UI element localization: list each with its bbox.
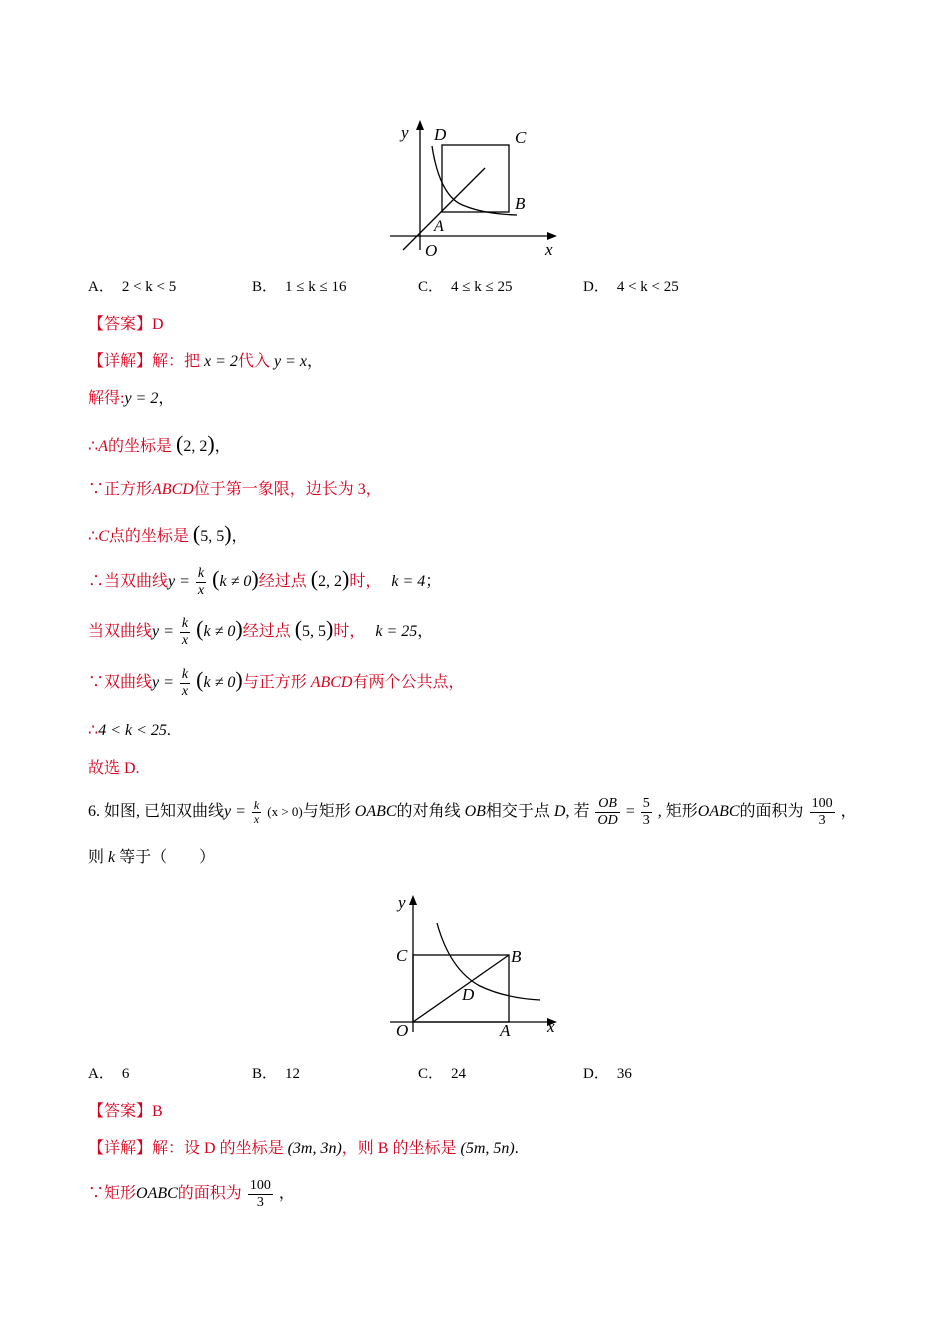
label-x: x [545, 240, 553, 259]
q5-option-c[interactable]: C． 4 ≤ k ≤ 25 [418, 279, 513, 295]
figure-square-hyperbola [385, 118, 565, 260]
label-c: C [515, 128, 527, 147]
q6-answer: 【答案】B [88, 1103, 163, 1120]
q5-option-d[interactable]: D． 4 < k < 25 [583, 279, 679, 295]
q6-detail-line2: ∵矩形OABC的面积为 $\frac{100}{3}$ ， [88, 1178, 295, 1210]
q5-detail-line8: ∵双曲线y = $\frac{k}{x}$ (k ≠ 0)与正方形 ABCD有两个公共点， [88, 667, 465, 699]
q6-option-a[interactable]: A． 6 [88, 1066, 130, 1082]
fraction-k-over-x: $\frac{k}{x}$ [181, 667, 189, 699]
q5-detail-line1: 【详解】解：把 x = 2代入 y = x， [88, 353, 323, 370]
q5-detail-line4: ∵正方形ABCD位于第一象限，边长为 3， [88, 481, 382, 498]
y-axis-arrow [409, 895, 417, 905]
q5-option-b[interactable]: B． 1 ≤ k ≤ 16 [252, 279, 347, 295]
y-axis-arrow [416, 120, 424, 130]
label-o: O [396, 1021, 409, 1040]
fraction-k-over-x: $\frac{k}{x}$ [197, 566, 205, 598]
label-a: A [434, 218, 444, 235]
q5-detail-line6: ∴当双曲线y = $\frac{k}{x}$ (k ≠ 0)经过点 (2, 2)时， k = 4； [88, 566, 442, 598]
label-y: y [401, 123, 409, 142]
x-axis-arrow [547, 232, 557, 240]
q5-detail-line10: 故选 D. [88, 760, 140, 777]
q6-detail-line1: 【详解】解：设 D 的坐标是 (3m, 3n)，则 B 的坐标是 (5m, 5n). [88, 1140, 519, 1157]
q5-option-a[interactable]: A． 2 < k < 5 [88, 279, 177, 295]
diagonal-ob [413, 955, 509, 1022]
q5-answer: 【答案】D [88, 316, 164, 333]
label-b: B [515, 194, 526, 213]
fraction-ob-over-od: $\frac{OB}{OD}$ [597, 796, 618, 828]
square-abcd [442, 145, 509, 212]
label-c: C [396, 946, 408, 965]
label-d: D [434, 125, 447, 144]
q5-detail-line5: ∴C点的坐标是 (5, 5)， [88, 521, 248, 546]
fraction-100-over-3: $\frac{100}{3}$ [249, 1178, 271, 1210]
label-a: A [500, 1021, 511, 1040]
fraction-5-over-3: $\frac{5}{3}$ [642, 796, 650, 828]
label-y: y [398, 893, 406, 912]
q6-option-b[interactable]: B． 12 [252, 1066, 301, 1082]
q5-detail-line9: ∴4 < k < 25. [88, 722, 171, 739]
q5-detail-line3: ∴A的坐标是 (2, 2)， [88, 431, 231, 456]
hyperbola-curve [437, 923, 540, 1000]
q5-detail-line2: 解得:y = 2， [88, 390, 175, 407]
fraction-k-over-x: $\frac{k}{x}$ [253, 798, 260, 826]
label-d: D [462, 985, 475, 1004]
figure-rectangle-hyperbola [380, 890, 570, 1040]
q6-option-c[interactable]: C． 24 [418, 1066, 467, 1082]
fraction-100-over-3: $\frac{100}{3}$ [811, 796, 833, 828]
label-x: x [547, 1017, 555, 1036]
q6-question-line2: 则 k 等于（ ） [88, 849, 216, 866]
q6-option-d[interactable]: D． 36 [583, 1066, 632, 1082]
label-o: O [425, 241, 438, 260]
q5-detail-line7: 当双曲线y = $\frac{k}{x}$ (k ≠ 0)经过点 (5, 5)时， k = 25， [88, 616, 434, 648]
label-b: B [511, 947, 522, 966]
fraction-k-over-x: $\frac{k}{x}$ [181, 616, 189, 648]
hyperbola-curve [432, 146, 517, 215]
q6-question-line1: 6. 如图, 已知双曲线y = $\frac{k}{x}$ (x > 0)与矩形 OABC的对角线 OB相交于点 D, 若 $\frac{OB}{OD}$ = $\frac{5}{3}$ , 矩形OABC的面积为 $\frac{100}{3}$ ， [88, 796, 857, 828]
